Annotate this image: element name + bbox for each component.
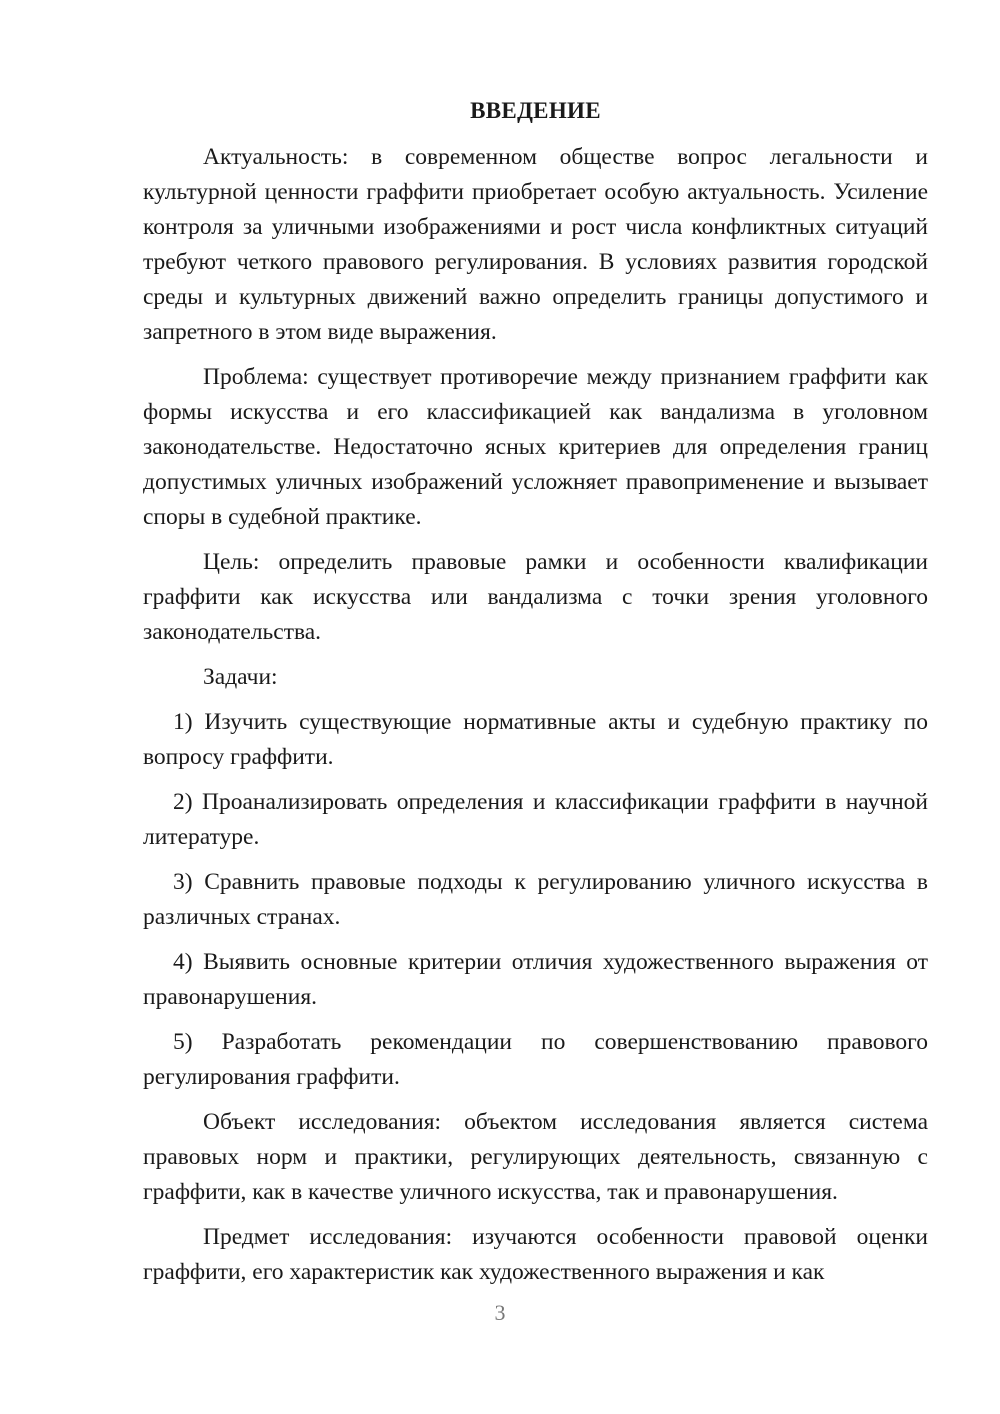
paragraph-problem: Проблема: существует противоречие между признанием граффити как формы искусства и его классификацией как вандализма в уголовном законодательстве. Недостаточно ясных критериев для определения границ допустимых уличных изображений усложняет правоприменение и вызывает споры в судебной практике. [143, 364, 928, 530]
paragraph-tasks-label: Задачи: [203, 664, 278, 690]
document-body [143, 93, 928, 1300]
paragraph-relevance: Актуальность: в современном обществе вопрос легальности и культурной ценности граффити приобретает особую актуальность. Усиление контроля за уличными изображениями и рост числа конфликтных ситуаций требуют четкого правового регулирования. В условиях развития городской среды и культурных движений важно определить границы допустимого и запретного в этом виде выражения. [143, 144, 928, 345]
list-item: 4) Выявить основные критерии отличия художественного выражения от правонарушения. [143, 949, 928, 1010]
list-item: 1) Изучить существующие нормативные акты и судебную практику по вопросу граффити. [143, 709, 928, 770]
section-heading: ВВЕДЕНИЕ [470, 98, 601, 123]
tasks-list [143, 705, 928, 1095]
paragraph-goal: Цель: определить правовые рамки и особенности квалификации граффити как искусства или вандализма с точки зрения уголовного законодательства. [143, 549, 928, 645]
paragraph-object: Объект исследования: объектом исследования является система правовых норм и практики, регулирующих деятельность, связанную с граффити, как в качестве уличного искусства, так и правонарушения. [143, 1109, 928, 1205]
page-number: 3 [494, 1300, 506, 1325]
list-item: 2) Проанализировать определения и классификации граффити в научной литературе. [143, 789, 928, 850]
list-item: 5) Разработать рекомендации по совершенствованию правового регулирования граффити. [143, 1029, 928, 1090]
paragraph-subject: Предмет исследования: изучаются особенности правовой оценки граффити, его характеристик как художественного выражения и как [143, 1224, 928, 1285]
list-item: 3) Сравнить правовые подходы к регулированию уличного искусства в различных странах. [143, 869, 928, 930]
